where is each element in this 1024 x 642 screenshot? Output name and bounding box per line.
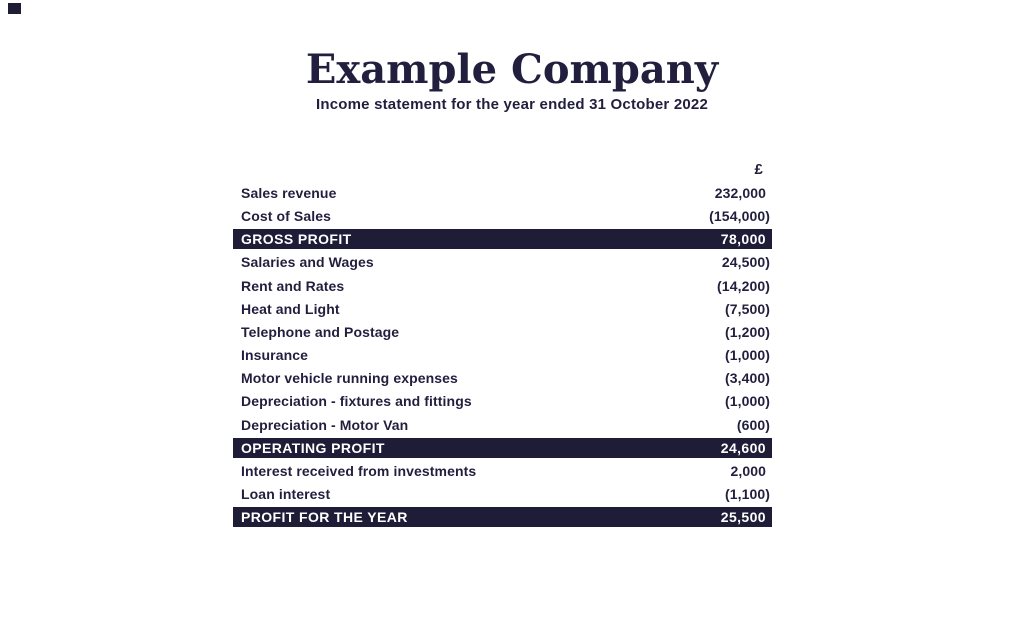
- table-row: [233, 344, 772, 367]
- total-row: [233, 507, 772, 527]
- table-row: [233, 459, 772, 482]
- row-value: (1,200): [724, 323, 770, 340]
- row-value: 24,500): [721, 254, 770, 271]
- table-row: [233, 181, 772, 204]
- table-row: [233, 204, 772, 227]
- currency-header: £: [754, 161, 763, 179]
- row-value: 232,000: [714, 184, 766, 201]
- currency-header-row: [233, 158, 772, 181]
- row-label: Motor vehicle running expenses: [241, 370, 458, 387]
- table-row: [233, 367, 772, 390]
- row-value: (154,000): [709, 207, 770, 224]
- row-value: 25,500: [720, 509, 766, 526]
- row-label: Interest received from investments: [241, 463, 477, 480]
- page-title: Example Company: [305, 46, 719, 93]
- table-row: [233, 483, 772, 506]
- row-value: (3,400): [724, 370, 770, 387]
- corner-artifact: [8, 3, 21, 14]
- row-label: Salaries and Wages: [241, 254, 374, 271]
- row-label: Sales revenue: [241, 184, 337, 201]
- row-label: Telephone and Postage: [241, 323, 400, 340]
- table-row: [233, 413, 772, 436]
- table-row: [233, 251, 772, 274]
- row-label: Depreciation - Motor Van: [241, 416, 409, 433]
- row-label: Heat and Light: [241, 300, 340, 317]
- row-value: (600): [736, 416, 770, 433]
- table-row: [233, 320, 772, 343]
- row-value: 2,000: [730, 463, 766, 480]
- row-label: PROFIT FOR THE YEAR: [241, 509, 408, 526]
- row-value: (14,200): [717, 277, 770, 294]
- row-value: 78,000: [720, 231, 766, 248]
- total-row: [233, 229, 772, 249]
- page-subtitle: Income statement for the year ended 31 October 2022: [315, 96, 708, 113]
- statement-table: [233, 158, 772, 529]
- row-value: 24,600: [720, 439, 766, 456]
- row-label: GROSS PROFIT: [241, 231, 352, 248]
- row-label: Loan interest: [241, 486, 331, 503]
- row-label: Cost of Sales: [241, 207, 331, 224]
- row-label: Rent and Rates: [241, 277, 345, 294]
- table-row: [233, 297, 772, 320]
- table-row: [233, 274, 772, 297]
- total-row: [233, 438, 772, 458]
- row-label: Insurance: [241, 347, 309, 364]
- row-value: (1,100): [724, 486, 770, 503]
- row-label: Depreciation - fixtures and fittings: [241, 393, 472, 410]
- row-value: (7,500): [724, 300, 770, 317]
- table-row: [233, 390, 772, 413]
- row-value: (1,000): [724, 347, 770, 364]
- row-value: (1,000): [724, 393, 770, 410]
- row-label: OPERATING PROFIT: [241, 439, 385, 456]
